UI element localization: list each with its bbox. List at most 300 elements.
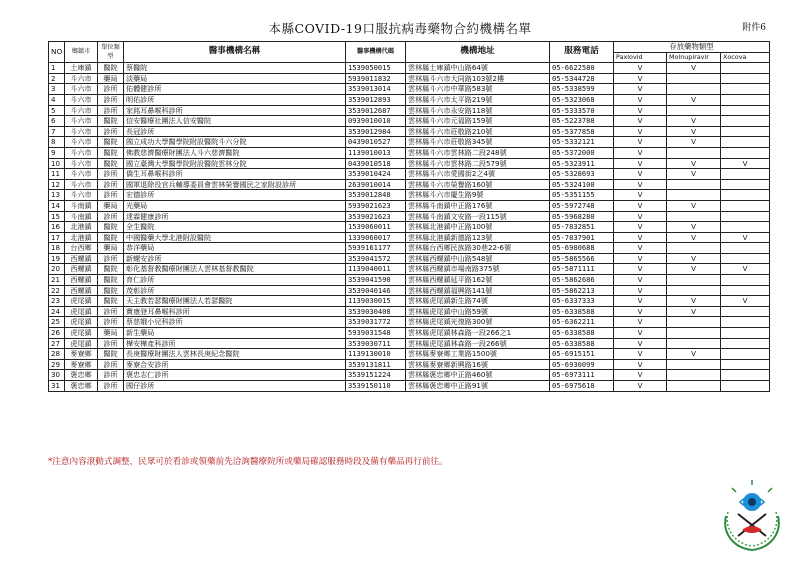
row-phone: 05-7832851 [550, 222, 614, 233]
row-molnupiravir [667, 73, 721, 84]
header-name: 醫事機構名稱 [124, 42, 346, 63]
table-row [49, 158, 770, 169]
table-row [49, 359, 770, 370]
row-phone: 05-5332121 [550, 137, 614, 148]
row-phone: 05-7837901 [550, 232, 614, 243]
row-type: 醫院 [98, 296, 124, 307]
row-type: 醫院 [98, 349, 124, 360]
annex-label: 附件6 [742, 23, 766, 33]
row-address: 雲林縣斗六市愛國街2之4號 [406, 169, 550, 180]
row-phone: 05-6975618 [550, 381, 614, 392]
row-paxlovid: V [614, 94, 667, 105]
row-code: 3539031772 [346, 317, 406, 328]
row-address: 雲林縣虎尾鎮中山路59號 [406, 306, 550, 317]
row-paxlovid: V [614, 105, 667, 116]
row-type: 醫院 [98, 137, 124, 148]
row-phone: 05-5972748 [550, 200, 614, 211]
header-town: 鄉鎮市 [65, 42, 98, 63]
row-xocova [721, 126, 770, 137]
row-phone: 05-6915151 [550, 349, 614, 360]
row-phone: 05-5351155 [550, 190, 614, 201]
table-row [49, 126, 770, 137]
row-town: 麥寮鄉 [65, 349, 98, 360]
row-name: 麥寮合安診所 [124, 359, 346, 370]
row-name: 育仁診所 [124, 275, 346, 286]
row-no: 28 [49, 349, 65, 360]
row-xocova [721, 190, 770, 201]
row-address: 雲林縣北港鎮中正路100號 [406, 222, 550, 233]
row-type: 藥局 [98, 73, 124, 84]
row-phone: 05-5323068 [550, 94, 614, 105]
row-address: 雲林縣虎尾鎮林森路一段266之1 [406, 328, 550, 339]
row-xocova [721, 200, 770, 211]
row-type: 藥局 [98, 328, 124, 339]
row-code: 1139030015 [346, 296, 406, 307]
row-name: 光藥局 [124, 200, 346, 211]
row-phone: 05-5862213 [550, 285, 614, 296]
header-molnupiravir: Molnupiravir [667, 52, 721, 63]
row-type: 醫院 [98, 232, 124, 243]
row-town: 斗六市 [65, 190, 98, 201]
row-xocova [721, 63, 770, 74]
row-town: 虎尾鎮 [65, 317, 98, 328]
row-xocova [721, 137, 770, 148]
row-type: 診所 [98, 370, 124, 381]
row-name: 明佑診所 [124, 94, 346, 105]
row-code: 0439010518 [346, 158, 406, 169]
row-paxlovid: V [614, 116, 667, 127]
row-code: 3539030408 [346, 306, 406, 317]
table-row [49, 285, 770, 296]
row-no: 1 [49, 63, 65, 74]
row-code: 1539060011 [346, 222, 406, 233]
row-molnupiravir [667, 84, 721, 95]
row-paxlovid: V [614, 275, 667, 286]
row-type: 診所 [98, 317, 124, 328]
row-phone: 05-5323911 [550, 158, 614, 169]
row-no: 17 [49, 232, 65, 243]
row-address: 雲林縣麥寮鄉工業路1500號 [406, 349, 550, 360]
row-paxlovid: V [614, 359, 667, 370]
row-no: 4 [49, 94, 65, 105]
row-xocova [721, 169, 770, 180]
row-town: 斗六市 [65, 169, 98, 180]
row-type: 診所 [98, 211, 124, 222]
row-molnupiravir: V [667, 253, 721, 264]
row-type: 醫院 [98, 222, 124, 233]
row-molnupiravir [667, 105, 721, 116]
table-row [49, 370, 770, 381]
row-code: 5939161177 [346, 243, 406, 254]
row-town: 斗六市 [65, 94, 98, 105]
table-row [49, 84, 770, 95]
row-paxlovid: V [614, 179, 667, 190]
row-no: 9 [49, 147, 65, 158]
row-type: 診所 [98, 190, 124, 201]
row-address: 雲林縣斗六市元福路159號 [406, 116, 550, 127]
row-phone: 05-5968280 [550, 211, 614, 222]
table-row [49, 116, 770, 127]
row-name: 全生醫院 [124, 222, 346, 233]
row-no: 24 [49, 306, 65, 317]
row-xocova [721, 349, 770, 360]
table-row [49, 243, 770, 254]
row-no: 22 [49, 285, 65, 296]
header-stock: 存放藥物類型 [614, 42, 770, 53]
row-paxlovid: V [614, 84, 667, 95]
row-type: 診所 [98, 94, 124, 105]
table-row [49, 147, 770, 158]
row-molnupiravir [667, 317, 721, 328]
row-type: 診所 [98, 306, 124, 317]
table-row [49, 338, 770, 349]
row-molnupiravir [667, 179, 721, 190]
row-type: 診所 [98, 105, 124, 116]
table-row [49, 73, 770, 84]
row-address: 雲林縣斗六市大同路103號2樓 [406, 73, 550, 84]
row-no: 27 [49, 338, 65, 349]
row-type: 醫院 [98, 275, 124, 286]
row-phone: 05-6338588 [550, 306, 614, 317]
row-phone: 05-6337333 [550, 296, 614, 307]
row-molnupiravir [667, 285, 721, 296]
health-bureau-logo [718, 476, 786, 554]
row-molnupiravir [667, 147, 721, 158]
table-row [49, 200, 770, 211]
header-paxlovid: Paxlovid [614, 52, 667, 63]
row-town: 土庫鎮 [65, 63, 98, 74]
row-no: 14 [49, 200, 65, 211]
row-paxlovid: V [614, 264, 667, 275]
table-row [49, 296, 770, 307]
row-address: 雲林縣斗六市永安路118號 [406, 105, 550, 116]
row-name: 樺安樺產科診所 [124, 338, 346, 349]
row-paxlovid: V [614, 222, 667, 233]
row-name: 長冠診所 [124, 126, 346, 137]
row-town: 西螺鎮 [65, 285, 98, 296]
row-code: 3539131811 [346, 359, 406, 370]
row-xocova [721, 84, 770, 95]
row-address: 雲林縣斗南鎮文安路一段115號 [406, 211, 550, 222]
row-no: 8 [49, 137, 65, 148]
table-row [49, 306, 770, 317]
row-address: 雲林縣斗六市莊敬路345號 [406, 137, 550, 148]
row-phone: 05-5324100 [550, 179, 614, 190]
row-no: 5 [49, 105, 65, 116]
table-row [49, 349, 770, 360]
row-phone: 05-5333570 [550, 105, 614, 116]
row-paxlovid: V [614, 200, 667, 211]
row-code: 1539050015 [346, 63, 406, 74]
row-no: 25 [49, 317, 65, 328]
row-type: 醫院 [98, 158, 124, 169]
row-address: 雲林縣斗六市中華路583號 [406, 84, 550, 95]
row-no: 18 [49, 243, 65, 254]
row-xocova: V [721, 232, 770, 243]
row-name: 佛教慈濟醫療財團法人斗六慈濟醫院 [124, 147, 346, 158]
row-address: 雲林縣斗六市莊敬路210號 [406, 126, 550, 137]
row-paxlovid: V [614, 338, 667, 349]
table-row [49, 253, 770, 264]
row-code: 3539012893 [346, 94, 406, 105]
table-row [49, 328, 770, 339]
row-xocova [721, 338, 770, 349]
row-paxlovid: V [614, 158, 667, 169]
row-no: 30 [49, 370, 65, 381]
row-no: 7 [49, 126, 65, 137]
row-code: 5939021623 [346, 200, 406, 211]
row-address: 雲林縣西螺鎮延平路162號 [406, 275, 550, 286]
row-name: 信安醫療社團法人信安醫院 [124, 116, 346, 127]
row-code: 5939031548 [346, 328, 406, 339]
row-xocova [721, 94, 770, 105]
row-no: 2 [49, 73, 65, 84]
row-phone: 05-6362211 [550, 317, 614, 328]
row-name: 新生藥局 [124, 328, 346, 339]
row-xocova [721, 222, 770, 233]
row-type: 診所 [98, 359, 124, 370]
row-xocova [721, 116, 770, 127]
row-xocova [721, 73, 770, 84]
row-no: 3 [49, 84, 65, 95]
row-no: 29 [49, 359, 65, 370]
row-address: 雲林縣斗六市榮譽路160號 [406, 179, 550, 190]
row-code: 3539012848 [346, 190, 406, 201]
row-name: 蔡慈娥小兒科診所 [124, 317, 346, 328]
row-xocova: V [721, 264, 770, 275]
row-address: 雲林縣虎尾鎮新生路74號 [406, 296, 550, 307]
table-row [49, 275, 770, 286]
row-xocova [721, 211, 770, 222]
row-paxlovid: V [614, 63, 667, 74]
row-xocova [721, 147, 770, 158]
row-address: 雲林縣斗六市雲林路二段248號 [406, 147, 550, 158]
table-row [49, 222, 770, 233]
table-row [49, 179, 770, 190]
row-xocova [721, 381, 770, 392]
row-address: 雲林縣虎尾鎮林森路一段266號 [406, 338, 550, 349]
page-title: 本縣COVID-19口服抗病毒藥物合約機構名單 [268, 21, 532, 36]
row-paxlovid: V [614, 232, 667, 243]
row-town: 斗六市 [65, 126, 98, 137]
row-paxlovid: V [614, 73, 667, 84]
row-phone: 05-6980688 [550, 243, 614, 254]
row-molnupiravir: V [667, 158, 721, 169]
row-code: 5939011832 [346, 73, 406, 84]
row-phone: 05-6930099 [550, 359, 614, 370]
table-row [49, 264, 770, 275]
row-xocova [721, 285, 770, 296]
row-molnupiravir: V [667, 126, 721, 137]
table-row [49, 63, 770, 74]
row-town: 北港鎮 [65, 232, 98, 243]
row-name: 家銘耳鼻喉科診所 [124, 105, 346, 116]
row-name: 國軍退除役官兵輔導委員會雲林榮譽國民之家附設診所 [124, 179, 346, 190]
row-phone: 05-5377858 [550, 126, 614, 137]
row-xocova [721, 306, 770, 317]
row-molnupiravir [667, 338, 721, 349]
row-town: 斗六市 [65, 84, 98, 95]
row-phone: 05-5871111 [550, 264, 614, 275]
row-town: 斗六市 [65, 179, 98, 190]
row-paxlovid: V [614, 370, 667, 381]
row-name: 新螺安診所 [124, 253, 346, 264]
row-type: 診所 [98, 381, 124, 392]
row-molnupiravir [667, 190, 721, 201]
row-code: 3539030711 [346, 338, 406, 349]
row-name: 恭洋藥局 [124, 243, 346, 254]
row-name: 中國醫藥大學北港附設醫院 [124, 232, 346, 243]
row-phone: 05-6973111 [550, 370, 614, 381]
row-name: 佑體健診所 [124, 84, 346, 95]
row-no: 12 [49, 179, 65, 190]
row-phone: 05-5338599 [550, 84, 614, 95]
row-paxlovid: V [614, 211, 667, 222]
row-code: 3539041590 [346, 275, 406, 286]
row-phone: 05-6338588 [550, 328, 614, 339]
row-paxlovid: V [614, 317, 667, 328]
row-code: 3539012687 [346, 105, 406, 116]
row-name: 達霖健康診所 [124, 211, 346, 222]
row-code: 1339060017 [346, 232, 406, 243]
row-no: 13 [49, 190, 65, 201]
row-type: 醫院 [98, 285, 124, 296]
row-address: 雲林縣麥寮鄉新興路16號 [406, 359, 550, 370]
row-phone: 05-6338588 [550, 338, 614, 349]
row-no: 10 [49, 158, 65, 169]
row-address: 雲林縣褒忠鄉中正路91號 [406, 381, 550, 392]
row-name: 僑生耳鼻喉科診所 [124, 169, 346, 180]
row-code: 3539013014 [346, 84, 406, 95]
row-code: 3539041572 [346, 253, 406, 264]
row-phone: 05-5862686 [550, 275, 614, 286]
row-phone: 05-6622580 [550, 63, 614, 74]
header-no: NO [49, 42, 65, 63]
row-address: 雲林縣北港鎮新德路123號 [406, 232, 550, 243]
row-paxlovid: V [614, 253, 667, 264]
row-paxlovid: V [614, 328, 667, 339]
table-row [49, 105, 770, 116]
row-town: 北港鎮 [65, 222, 98, 233]
row-no: 6 [49, 116, 65, 127]
row-molnupiravir: V [667, 94, 721, 105]
row-type: 藥局 [98, 243, 124, 254]
table-row [49, 211, 770, 222]
row-name: 褒忠志仁診所 [124, 370, 346, 381]
table-row [49, 381, 770, 392]
row-paxlovid: V [614, 285, 667, 296]
row-address: 雲林縣斗六市慶生路9號 [406, 190, 550, 201]
row-town: 斗南鎮 [65, 211, 98, 222]
row-molnupiravir [667, 359, 721, 370]
row-xocova [721, 370, 770, 381]
row-type: 診所 [98, 253, 124, 264]
row-type: 醫院 [98, 116, 124, 127]
row-town: 台西鄉 [65, 243, 98, 254]
row-paxlovid: V [614, 126, 667, 137]
row-code: 0439010527 [346, 137, 406, 148]
row-name: 國仔診所 [124, 381, 346, 392]
row-molnupiravir: V [667, 200, 721, 211]
row-molnupiravir [667, 243, 721, 254]
row-paxlovid: V [614, 147, 667, 158]
row-town: 麥寮鄉 [65, 359, 98, 370]
row-address: 雲林縣虎尾鎮光復路300號 [406, 317, 550, 328]
row-molnupiravir: V [667, 169, 721, 180]
row-molnupiravir: V [667, 349, 721, 360]
row-code: 3539151224 [346, 370, 406, 381]
row-xocova [721, 275, 770, 286]
row-xocova: V [721, 296, 770, 307]
row-code: 1139130010 [346, 349, 406, 360]
row-phone: 05-5223788 [550, 116, 614, 127]
row-code: 3539021623 [346, 211, 406, 222]
row-type: 診所 [98, 179, 124, 190]
row-phone: 05-5344728 [550, 73, 614, 84]
row-town: 褒忠鄉 [65, 370, 98, 381]
contract-institution-table [48, 41, 770, 392]
table-body [49, 63, 770, 391]
row-town: 西螺鎮 [65, 264, 98, 275]
row-town: 褒忠鄉 [65, 381, 98, 392]
row-name: 國立成功大學醫學院附設醫院斗六分院 [124, 137, 346, 148]
row-type: 診所 [98, 338, 124, 349]
row-name: 彰化基督教醫療財團法人雲林基督教醫院 [124, 264, 346, 275]
row-type: 診所 [98, 169, 124, 180]
row-code: 3539012984 [346, 126, 406, 137]
row-molnupiravir: V [667, 137, 721, 148]
footnote: *注意內容滾動式調整，民眾可於看診或領藥前先洽詢醫療院所或藥局確認服務時段及備有藥品再行前往。 [48, 457, 448, 467]
row-no: 15 [49, 211, 65, 222]
row-paxlovid: V [614, 243, 667, 254]
header-phone: 服務電話 [550, 42, 614, 63]
row-name: 宏德診所 [124, 190, 346, 201]
row-xocova [721, 243, 770, 254]
row-code: 0939010018 [346, 116, 406, 127]
row-paxlovid: V [614, 169, 667, 180]
row-no: 21 [49, 275, 65, 286]
row-paxlovid: V [614, 137, 667, 148]
row-no: 19 [49, 253, 65, 264]
row-town: 西螺鎮 [65, 253, 98, 264]
row-town: 斗六市 [65, 105, 98, 116]
row-molnupiravir: V [667, 116, 721, 127]
row-paxlovid: V [614, 190, 667, 201]
row-name: 長庚醫療財團法人雲林長庚紀念醫院 [124, 349, 346, 360]
row-name: 蔡醫院 [124, 63, 346, 74]
row-phone: 05-5328693 [550, 169, 614, 180]
table-row [49, 317, 770, 328]
header-code: 醫事機構代碼 [346, 42, 406, 63]
row-phone: 05-5865566 [550, 253, 614, 264]
row-xocova [721, 317, 770, 328]
table-row [49, 94, 770, 105]
row-address: 雲林縣褒忠鄉中正路460號 [406, 370, 550, 381]
row-no: 16 [49, 222, 65, 233]
row-town: 虎尾鎮 [65, 338, 98, 349]
row-code: 1139010013 [346, 147, 406, 158]
header-xocova: Xocova [721, 52, 770, 63]
row-code: 1139040011 [346, 264, 406, 275]
row-molnupiravir: V [667, 296, 721, 307]
row-address: 雲林縣斗六市太平路219號 [406, 94, 550, 105]
row-town: 虎尾鎮 [65, 328, 98, 339]
row-town: 斗六市 [65, 73, 98, 84]
row-code: 2639010014 [346, 179, 406, 190]
row-type: 診所 [98, 126, 124, 137]
row-phone: 05-5372000 [550, 147, 614, 158]
row-no: 11 [49, 169, 65, 180]
